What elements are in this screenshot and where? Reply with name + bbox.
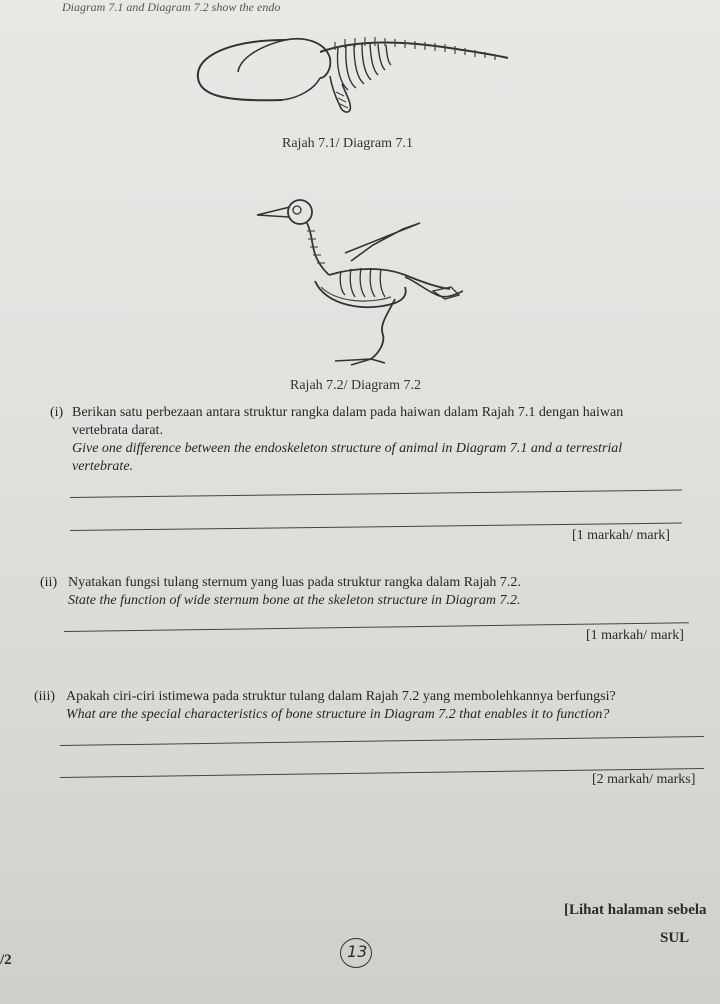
- whale-skeleton-diagram: [190, 28, 520, 128]
- turn-page-notice: [Lihat halaman sebela: [564, 902, 707, 918]
- question-i-english-line2: vertebrate.: [72, 459, 134, 474]
- question-ii-malay-line1: Nyatakan fungsi tulang sternum yang luas pada struktur rangka dalam Rajah 7.2.: [68, 575, 521, 590]
- question-iii-marks: [2 markah/ marks]: [592, 772, 696, 787]
- question-iii-english-line1: What are the special characteristics of bone structure in Diagram 7.2 that enables it to function?: [66, 707, 610, 722]
- question-i-malay-line2: vertebrata darat.: [72, 423, 163, 438]
- page-number: 13: [347, 942, 368, 961]
- footer-code: SUL: [660, 930, 690, 946]
- question-i-marks: [1 markah/ mark]: [572, 528, 670, 543]
- question-ii-english-line1: State the function of wide sternum bone at the skeleton structure in Diagram 7.2.: [68, 593, 521, 608]
- diagram-7-2-caption: Rajah 7.2/ Diagram 7.2: [290, 378, 422, 393]
- answer-line-iii-1[interactable]: [60, 736, 704, 746]
- question-ii-marks: [1 markah/ mark]: [586, 628, 684, 643]
- question-ii-number: (ii): [40, 575, 58, 590]
- question-i-number: (i): [50, 405, 64, 420]
- question-i-malay-line1: Berikan satu perbezaan antara struktur rangka dalam pada haiwan dalam Rajah 7.1 dengan haiwan: [72, 405, 624, 420]
- header-text: Diagram 7.1 and Diagram 7.2 show the endo: [62, 0, 281, 14]
- page-left-number: /2: [0, 952, 12, 968]
- bird-skeleton-diagram: [255, 195, 470, 370]
- question-iii-malay-line1: Apakah ciri-ciri istimewa pada struktur tulang dalam Rajah 7.2 yang membolehkannya berfungsi?: [66, 689, 616, 704]
- question-iii-number: (iii): [34, 689, 55, 704]
- answer-line-i-1[interactable]: [70, 490, 682, 498]
- diagram-7-1-caption: Rajah 7.1/ Diagram 7.1: [282, 136, 414, 151]
- question-i-english-line1: Give one difference between the endoskeleton structure of animal in Diagram 7.1 and a terrestrial: [72, 441, 623, 456]
